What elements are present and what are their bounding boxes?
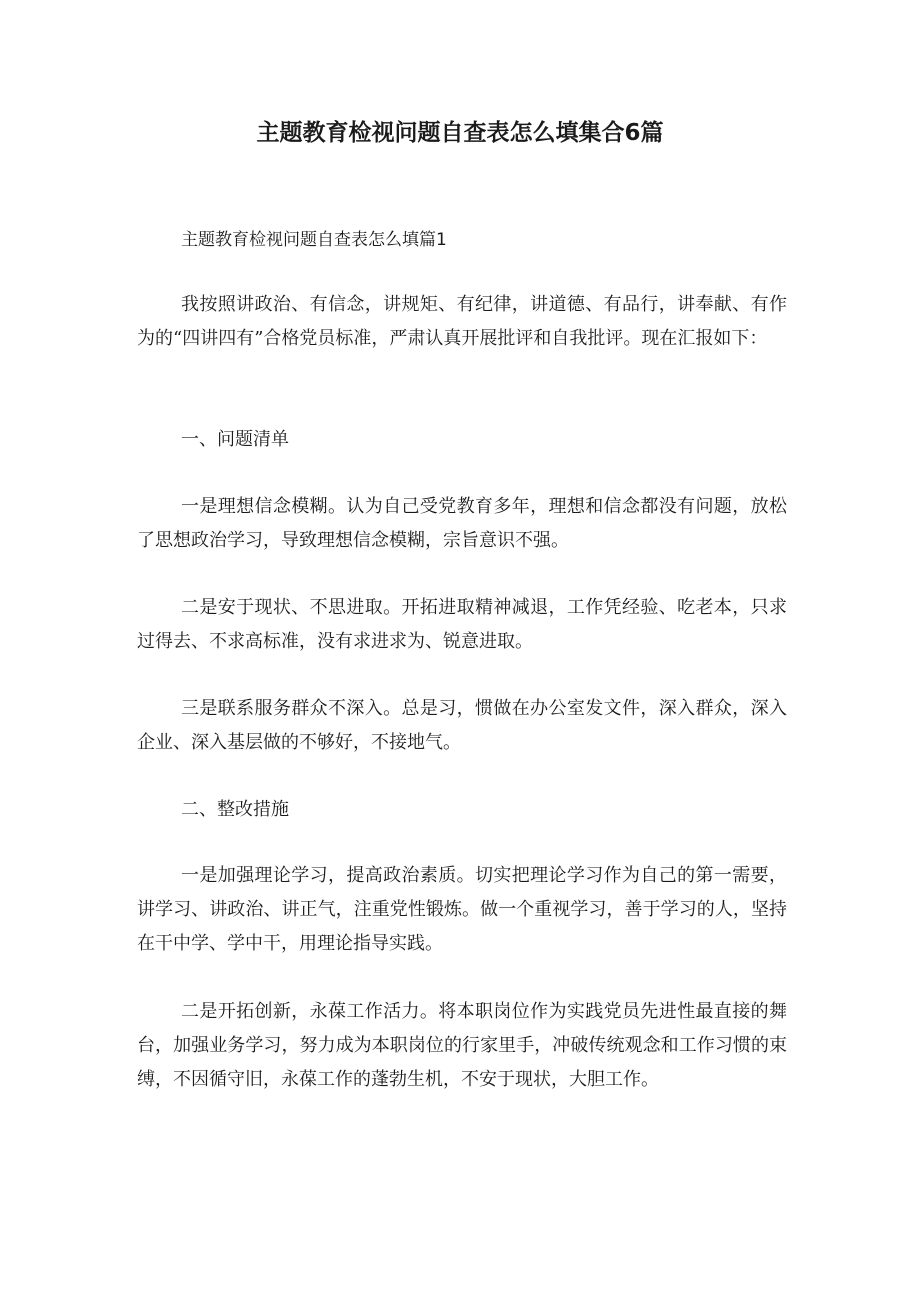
paragraph-measure-1: 一是加强理论学习，提高政治素质。切实把理论学习作为自己的第一需要，讲学习、讲政治、讲正气，注重党性锻炼。做一个重视学习，善于学习的人，坚持在干中学、学中干，用理论指导实践。 — [137, 865, 787, 954]
paragraph-problem-1: 一是理想信念模糊。认为自己受党教育多年，理想和信念都没有问题，放松了思想政治学习，导致理想信念模糊，宗旨意识不强。 — [137, 496, 787, 551]
heading-problem-list: 一、问题清单 — [181, 429, 289, 450]
paragraph-problem-2: 二是安于现状、不思进取。开拓进取精神减退，工作凭经验、吃老本，只求过得去、不求高标准，没有求进求为、锐意进取。 — [137, 597, 787, 652]
paragraph-problem-3: 三是联系服务群众不深入。总是习，惯做在办公室发文件，深入群众，深入企业、深入基层做的不够好，不接地气。 — [137, 698, 787, 753]
paragraph-measure-2: 二是开拓创新，永葆工作活力。将本职岗位作为实践党员先进性最直接的舞台，加强业务学习，努力成为本职岗位的行家里手，冲破传统观念和工作习惯的束缚，不因循守旧，永葆工作的蓬勃生机，不安于现状，大胆工作。 — [137, 1001, 787, 1090]
document-title: 主题教育检视问题自查表怎么填集合6篇 — [256, 120, 664, 146]
heading-rectification: 二、整改措施 — [181, 799, 289, 820]
section-subtitle: 主题教育检视问题自查表怎么填篇1 — [181, 230, 447, 250]
paragraph-intro: 我按照讲政治、有信念，讲规矩、有纪律，讲道德、有品行，讲奉献、有作为的“四讲四有”合格党员标准，严肃认真开展批评和自我批评。现在汇报如下： — [137, 294, 787, 349]
